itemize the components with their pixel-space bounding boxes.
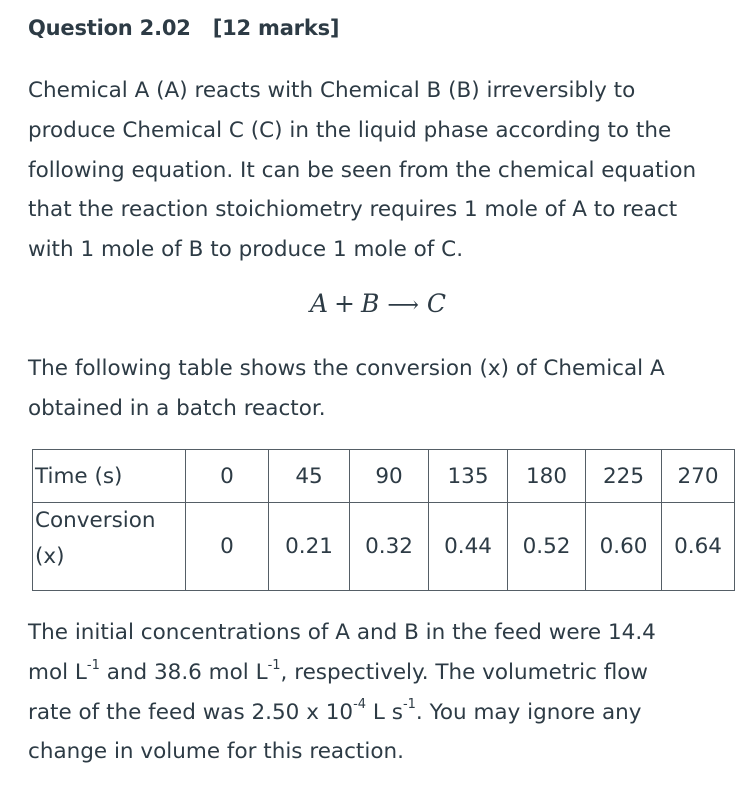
closing-text: and 38.6 mol L (99, 659, 268, 685)
intro-line: Chemical A (A) reacts with Chemical B (B) irreversibly to (28, 78, 636, 103)
conversion-header-cell (33, 503, 186, 591)
equation-arrow: ⟶ (387, 293, 419, 318)
closing-text: rate of the feed was 2.50 x 10 (28, 699, 354, 725)
equation-reactant-a: A (309, 289, 329, 318)
conversion-header-line: (x) (35, 544, 65, 569)
time-header-cell: Time (s) (33, 450, 186, 503)
closing-text: , respectively. The volumetric flow (280, 659, 649, 685)
closing-line: change in volume for this reaction. (28, 739, 404, 765)
intro-line: following equation. It can be seen from the chemical equation (28, 157, 697, 183)
conversion-row (33, 503, 735, 591)
conversion-cell: 0.52 (508, 503, 586, 591)
conversion-table (32, 449, 735, 591)
conversion-cell: 0.60 (586, 503, 662, 591)
time-cell: 135 (429, 450, 508, 503)
closing-text: . You may ignore any (415, 699, 642, 725)
intro-line: produce Chemical C (C) in the liquid phase according to the (28, 117, 672, 143)
intro-line: with 1 mole of B to produce 1 mole of C. (28, 237, 464, 263)
conversion-cell: 0.21 (269, 503, 350, 591)
intro-paragraph (28, 71, 748, 270)
superscript: -1 (267, 657, 281, 673)
conversion-cell: 0.32 (350, 503, 429, 591)
closing-line (28, 693, 748, 733)
conversion-cell: 0.64 (662, 503, 735, 591)
time-cell: 180 (508, 450, 586, 503)
conversion-cell: 0 (186, 503, 269, 591)
question-marks: [12 marks] (212, 16, 340, 40)
conversion-cell: 0.44 (429, 503, 508, 591)
time-cell: 270 (662, 450, 735, 503)
equation-reactant-b: B (360, 289, 380, 318)
superscript: -4 (353, 697, 367, 713)
time-cell: 45 (269, 450, 350, 503)
time-cell: 90 (350, 450, 429, 503)
superscript: -1 (402, 697, 416, 713)
closing-paragraph (28, 613, 748, 772)
table-intro-line: obtained in a batch reactor. (28, 395, 326, 421)
question-title: Question 2.02 (28, 16, 191, 40)
time-cell: 0 (186, 450, 269, 503)
intro-line: that the reaction stoichiometry requires 1 mole of A to react (28, 197, 678, 223)
equation-product-c: C (426, 289, 447, 318)
closing-line (28, 653, 748, 693)
conversion-header-line: Conversion (35, 508, 156, 533)
time-cell: 225 (586, 450, 662, 503)
closing-text: mol L (28, 659, 87, 685)
superscript: -1 (86, 657, 100, 673)
table-intro-paragraph (28, 349, 748, 429)
chemical-equation (28, 289, 728, 318)
equation-plus: + (334, 289, 355, 318)
table-intro-line: The following table shows the conversion (x) of Chemical A (28, 356, 665, 381)
closing-line: The initial concentrations of A and B in the feed were 14.4 (28, 620, 656, 645)
question-heading (28, 16, 339, 40)
closing-text: L s (366, 699, 403, 725)
time-row (33, 450, 735, 503)
